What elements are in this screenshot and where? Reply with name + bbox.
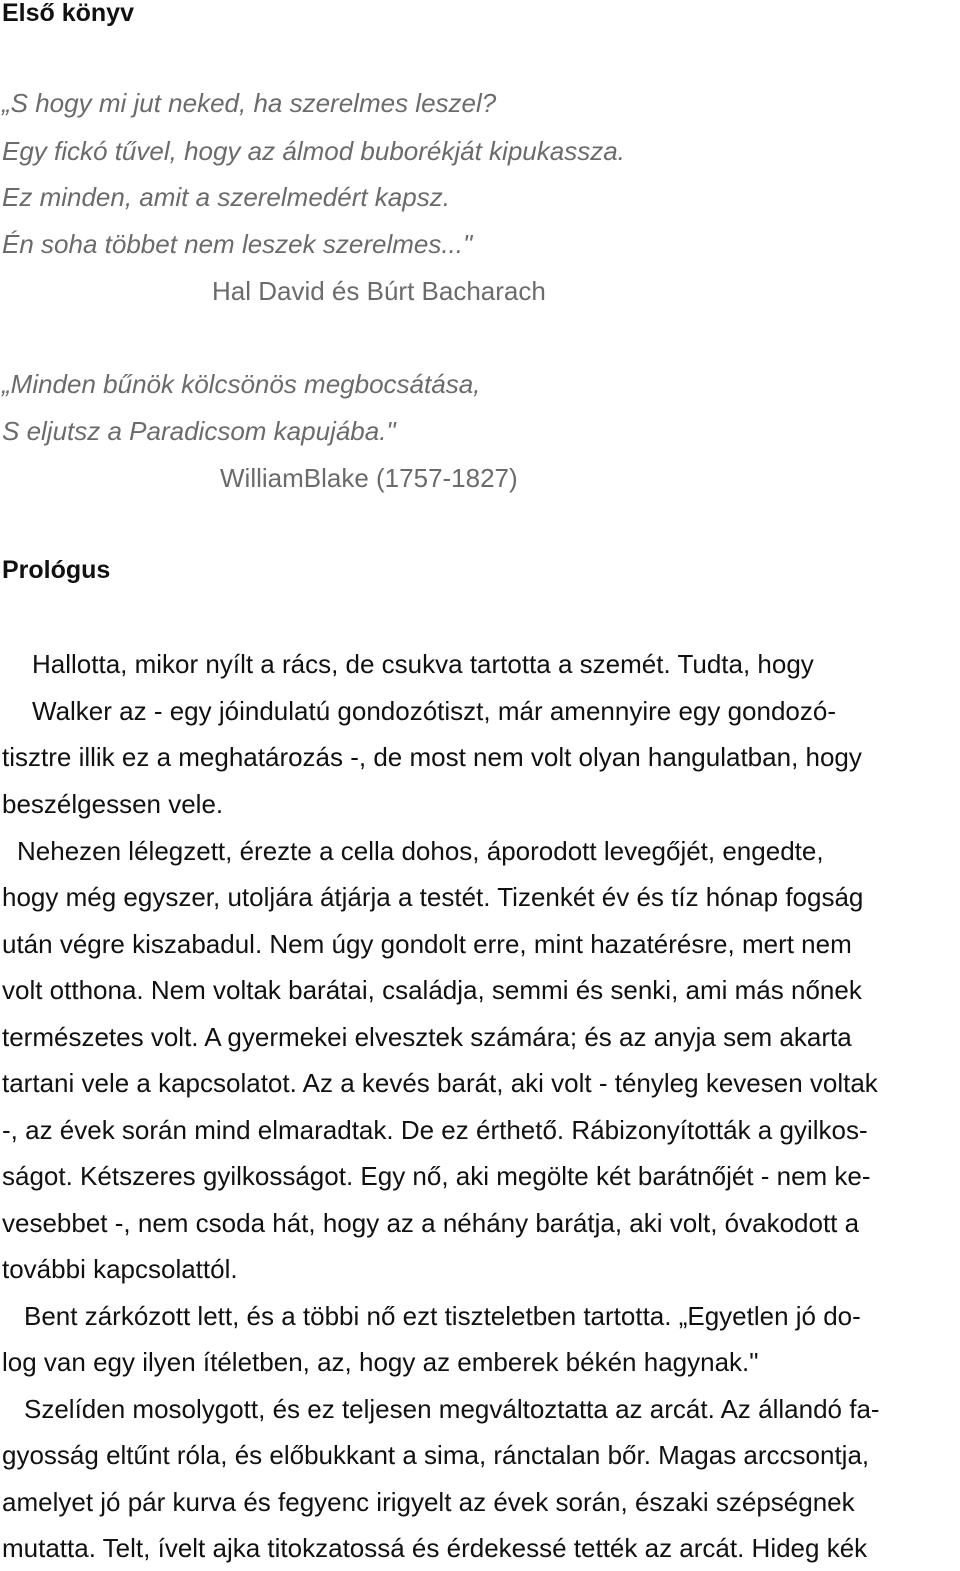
body-line: természetes volt. A gyermekei elvesztek számára; és az anyja sem akarta xyxy=(2,1022,852,1052)
body-line: Szelíden mosolygott, és ez teljesen megváltoztatta az arcát. Az állandó fa- xyxy=(24,1394,880,1424)
epigraph-attribution: WilliamBlake (1757-1827) xyxy=(220,463,518,493)
body-line: beszélgessen vele. xyxy=(2,789,224,819)
epigraph-line: Egy fickó tűvel, hogy az álmod buborékját kipukassza. xyxy=(2,136,625,166)
book-title: Első könyv xyxy=(2,0,134,27)
epigraph-attribution: Hal David és Búrt Bacharach xyxy=(212,276,546,306)
body-line: Bent zárkózott lett, és a többi nő ezt tiszteletben tartotta. „Egyetlen jó do- xyxy=(24,1301,861,1331)
body-line: amelyet jó pár kurva és fegyenc irigyelt az évek során, északi szépségnek xyxy=(2,1487,855,1517)
body-line: -, az évek során mind elmaradtak. De ez érthető. Rábizonyították a gyilkos- xyxy=(2,1115,868,1145)
body-line: volt otthona. Nem voltak barátai, családja, semmi és senki, ami más nőnek xyxy=(2,975,862,1005)
body-line: további kapcsolattól. xyxy=(2,1254,238,1284)
body-line: Nehezen lélegzett, érezte a cella dohos, áporodott levegőjét, engedte, xyxy=(17,836,824,866)
epigraph-line: „Minden bűnök kölcsönös megbocsátása, xyxy=(2,369,481,399)
body-line: Walker az - egy jóindulatú gondozótiszt, már amennyire egy gondozó- xyxy=(32,696,837,726)
epigraph-line: Én soha többet nem leszek szerelmes..." xyxy=(2,229,473,259)
body-line: ságot. Kétszeres gyilkosságot. Egy nő, aki megölte két barátnőjét - nem ke- xyxy=(2,1161,871,1191)
epigraph-line: S eljutsz a Paradicsom kapujába." xyxy=(2,416,396,446)
body-line: gyosság eltűnt róla, és előbukkant a sima, ránctalan bőr. Magas arccsontja, xyxy=(2,1440,870,1470)
body-line: tisztre illik ez a meghatározás -, de most nem volt olyan hangulatban, hogy xyxy=(2,742,862,772)
epigraph-line: „S hogy mi jut neked, ha szerelmes leszel? xyxy=(2,88,497,118)
body-line: mutatta. Telt, ívelt ajka titokzatossá és érdekessé tették az arcát. Hideg kék xyxy=(2,1533,868,1563)
body-line: tartani vele a kapcsolatot. Az a kevés barát, aki volt - tényleg kevesen voltak xyxy=(2,1068,878,1098)
body-line: Hallotta, mikor nyílt a rács, de csukva tartotta a szemét. Tudta, hogy xyxy=(32,649,814,679)
body-line: log van egy ilyen ítéletben, az, hogy az emberek békén hagynak." xyxy=(2,1347,759,1377)
epigraph-line: Ez minden, amit a szerelmedért kapsz. xyxy=(2,182,450,212)
body-line: vesebbet -, nem csoda hát, hogy az a néhány barátja, aki volt, óvakodott a xyxy=(2,1208,860,1238)
section-title: Prológus xyxy=(2,556,111,584)
body-line: hogy még egyszer, utoljára átjárja a testét. Tizenkét év és tíz hónap fogság xyxy=(2,882,864,912)
body-line: után végre kiszabadul. Nem úgy gondolt erre, mint hazatérésre, mert nem xyxy=(2,929,852,959)
